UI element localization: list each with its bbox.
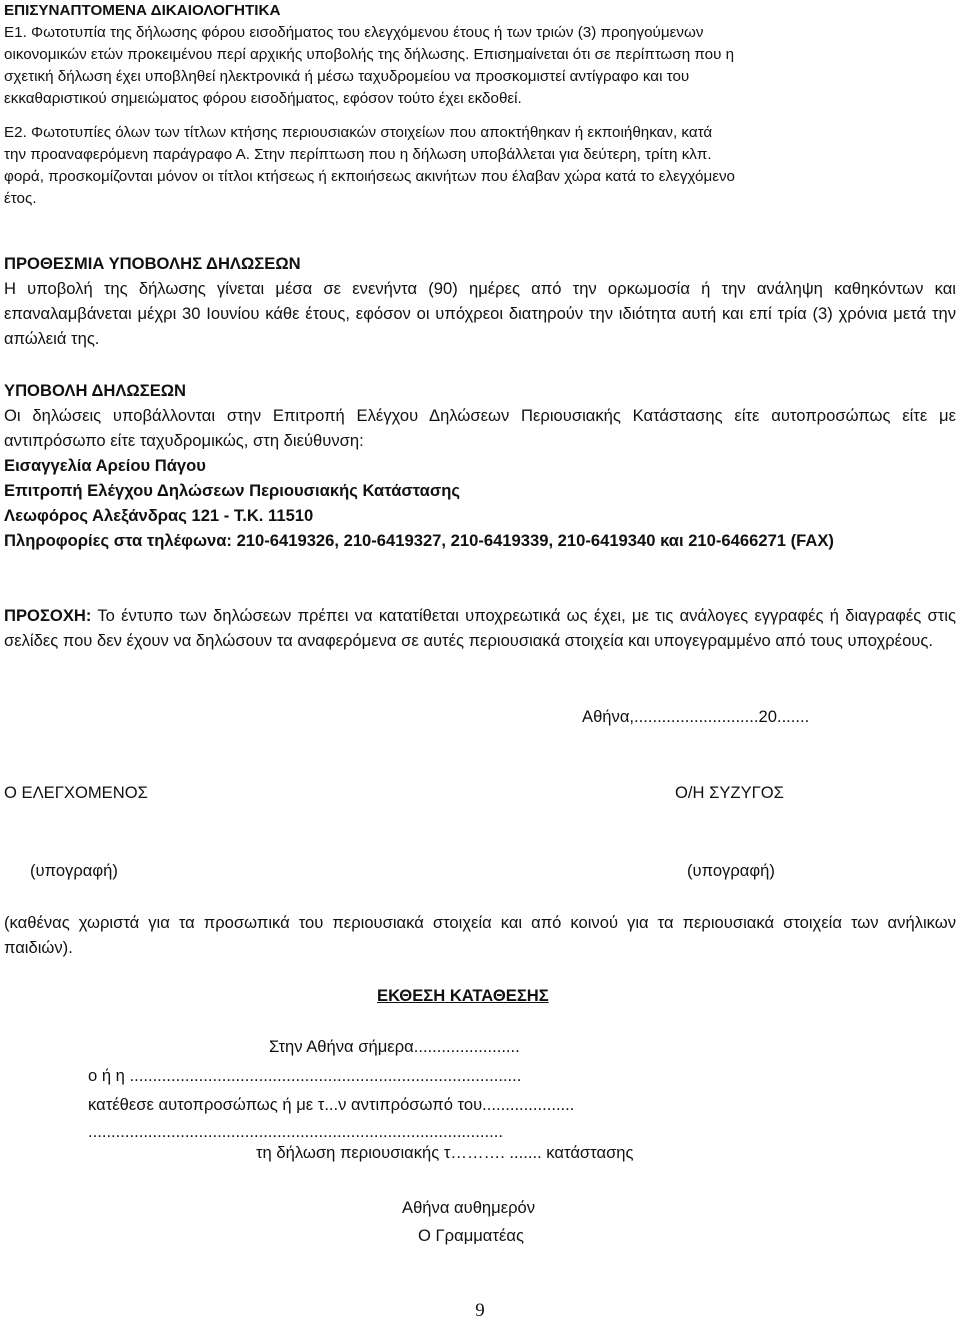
deposit-line-4: ..........................................................................................	[88, 1122, 503, 1141]
e2-line-2: την προαναφερόμενη παράγραφο Α. Στην περίπτωση που η δήλωση υποβάλλεται για δεύτερη, τρίτη κλπ.	[4, 146, 712, 163]
deposit-line-1: Στην Αθήνα σήμερα.......................	[269, 1037, 520, 1056]
deposit-report-heading: ΕΚΘΕΣΗ ΚΑΤΑΘΕΣΗΣ	[377, 986, 549, 1005]
e2-paragraph	[4, 122, 956, 210]
e1-line-1: Ε1. Φωτοτυπία της δήλωσης φόρου εισοδήματος του ελεγχόμενου έτους ή των τριών (3) προηγούμενων	[4, 24, 704, 41]
notice-paragraph	[4, 603, 956, 653]
e2-line-4: έτος.	[4, 190, 37, 207]
deadline-heading: ΠΡΟΘΕΣΜΙΑ ΥΠΟΒΟΛΗΣ ΔΗΛΩΣΕΩΝ	[4, 254, 301, 273]
address-line-3: Λεωφόρος Αλεξάνδρας 121 - Τ.Κ. 11510	[4, 506, 314, 525]
address-line-1: Εισαγγελία Αρείου Πάγου	[4, 456, 206, 475]
spouse-signature: (υπογραφή)	[687, 861, 775, 880]
submission-text: Οι δηλώσεις υποβάλλονται στην Επιτροπή Ελέγχου Δηλώσεων Περιουσιακής Κατάστασης είτε αυτοπροσώπως είτε με αντιπρόσωπο είτε ταχυδρομικώς, στη διεύθυνση:	[4, 406, 956, 450]
page-number: 9	[475, 1300, 485, 1321]
e2-line-3: φορά, προσκομίζονται μόνον οι τίτλοι κτήσεως ή εκποιήσεως ακινήτων που έλαβαν χώρα κατά το ελεγχόμενο	[4, 168, 736, 185]
attachments-heading: ΕΠΙΣΥΝΑΠΤΟΜΕΝΑ ΔΙΚΑΙΟΛΟΓΗΤΙΚΑ	[4, 2, 281, 19]
place-date: Αθήνα,...........................20.......	[582, 707, 810, 726]
inspected-title: Ο ΕΛΕΓΧΟΜΕΝΟΣ	[4, 783, 148, 802]
inspected-signature: (υπογραφή)	[30, 861, 118, 880]
deposit-line-5: τη δήλωση περιουσιακής τ………. ....... κατάστασης	[256, 1143, 634, 1162]
notice-text: Το έντυπο των δηλώσεων πρέπει να κατατίθεται υποχρεωτικά ως έχει, με τις ανάλογες εγγραφές ή διαγραφές στις σελίδες που δεν έχουν να δηλώσουν τα αναφερόμενα σε αυτές περιουσιακά στοιχεία και υπογεγραμμένο από τους υποχρέους.	[4, 606, 956, 650]
deposit-line-6: Αθήνα αυθημερόν	[402, 1198, 536, 1217]
address-line-2: Επιτροπή Ελέγχου Δηλώσεων Περιουσιακής Κατάστασης	[4, 481, 461, 500]
e2-line-1: Ε2. Φωτοτυπίες όλων των τίτλων κτήσης περιουσιακών στοιχείων που αποκτήθηκαν ή εκποιήθηκαν, κατά	[4, 124, 713, 141]
deposit-line-3: κατέθεσε αυτοπροσώπως ή με τ...ν αντιπρόσωπό του....................	[88, 1095, 575, 1114]
secretary-label: Ο Γραμματέας	[418, 1226, 524, 1245]
signature-note: (καθένας χωριστά για τα προσωπικά του περιουσιακά στοιχεία και από κοινού για τα περιουσιακά στοιχεία των ανήλικων παιδιών).	[4, 913, 956, 957]
spouse-title: Ο/Η ΣΥΖΥΓΟΣ	[675, 783, 784, 802]
e1-paragraph	[4, 22, 956, 110]
e1-line-4: εκκαθαριστικού σημειώματος φόρου εισοδήματος, εφόσον τούτο έχει εκδοθεί.	[4, 90, 522, 107]
notice-label: ΠΡΟΣΟΧΗ:	[4, 606, 92, 625]
submission-heading: ΥΠΟΒΟΛΗ ΔΗΛΩΣΕΩΝ	[4, 381, 187, 400]
e1-line-2: οικονομικών ετών προκειμένου περί αρχικής υποβολής της δήλωσης. Επισημαίνεται ότι σε περίπτωση που η	[4, 46, 735, 63]
phones-info: Πληροφορίες στα τηλέφωνα: 210-6419326, 210-6419327, 210-6419339, 210-6419340 και 210-6466271 (FAX)	[4, 531, 834, 550]
e1-line-3: σχετική δήλωση έχει υποβληθεί ηλεκτρονικά ή μέσω ταχυδρομείου να προσκομιστεί αντίγραφο και του	[4, 68, 690, 85]
deposit-line-2: ο ή η .....................................................................................	[88, 1066, 522, 1085]
deadline-text: Η υποβολή της δήλωσης γίνεται μέσα σε ενενήντα (90) ημέρες από την ορκωμοσία ή την ανάληψη καθηκόντων και επαναλαμβάνεται μέχρι 30 Ιουνίου κάθε έτους, εφόσον οι υπόχρεοι διατηρούν την ιδιότητα αυτή και επί τρία (3) χρόνια μετά την απώλειά της.	[4, 279, 956, 348]
